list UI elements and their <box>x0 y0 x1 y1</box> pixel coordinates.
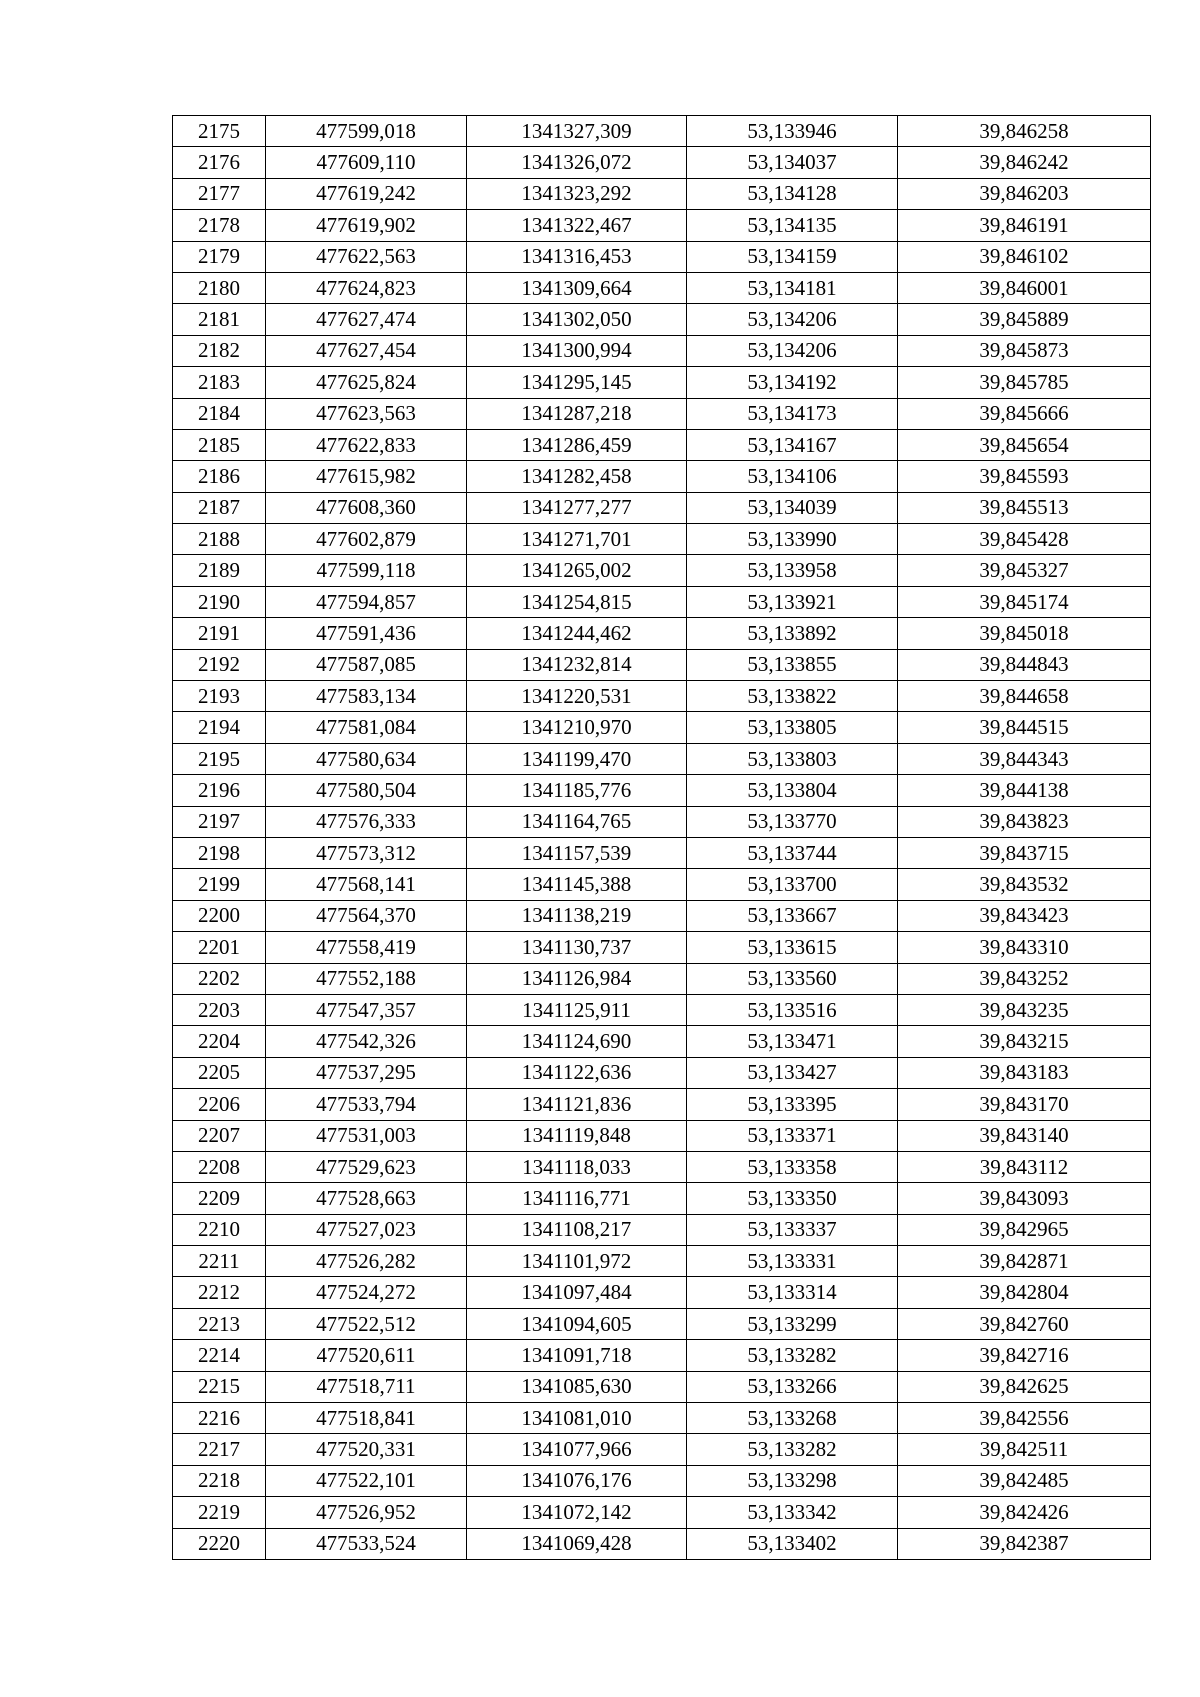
latitude-cell: 53,133427 <box>687 1057 898 1088</box>
y-coordinate-cell: 1341121,836 <box>467 1089 687 1120</box>
table-row <box>173 1497 1151 1528</box>
longitude-cell: 39,843252 <box>898 963 1151 994</box>
x-coordinate-cell: 477622,833 <box>266 429 467 460</box>
latitude-cell: 53,133266 <box>687 1371 898 1402</box>
x-coordinate-cell: 477627,474 <box>266 304 467 335</box>
longitude-cell: 39,843423 <box>898 900 1151 931</box>
point-number-cell: 2200 <box>173 900 266 931</box>
point-number-cell: 2212 <box>173 1277 266 1308</box>
point-number-cell: 2199 <box>173 869 266 900</box>
longitude-cell: 39,842485 <box>898 1465 1151 1496</box>
table-row <box>173 1340 1151 1371</box>
x-coordinate-cell: 477529,623 <box>266 1151 467 1182</box>
y-coordinate-cell: 1341287,218 <box>467 398 687 429</box>
longitude-cell: 39,844138 <box>898 775 1151 806</box>
table-row <box>173 963 1151 994</box>
y-coordinate-cell: 1341077,966 <box>467 1434 687 1465</box>
longitude-cell: 39,844843 <box>898 649 1151 680</box>
point-number-cell: 2189 <box>173 555 266 586</box>
latitude-cell: 53,134128 <box>687 178 898 209</box>
longitude-cell: 39,846242 <box>898 147 1151 178</box>
longitude-cell: 39,842426 <box>898 1497 1151 1528</box>
x-coordinate-cell: 477533,524 <box>266 1528 467 1559</box>
table-row <box>173 649 1151 680</box>
latitude-cell: 53,133299 <box>687 1308 898 1339</box>
y-coordinate-cell: 1341091,718 <box>467 1340 687 1371</box>
y-coordinate-cell: 1341138,219 <box>467 900 687 931</box>
latitude-cell: 53,134192 <box>687 367 898 398</box>
x-coordinate-cell: 477627,454 <box>266 335 467 366</box>
longitude-cell: 39,843235 <box>898 994 1151 1025</box>
latitude-cell: 53,133946 <box>687 116 898 147</box>
longitude-cell: 39,845785 <box>898 367 1151 398</box>
y-coordinate-cell: 1341327,309 <box>467 116 687 147</box>
point-number-cell: 2183 <box>173 367 266 398</box>
y-coordinate-cell: 1341130,737 <box>467 932 687 963</box>
x-coordinate-cell: 477526,282 <box>266 1246 467 1277</box>
x-coordinate-cell: 477526,952 <box>266 1497 467 1528</box>
x-coordinate-cell: 477520,611 <box>266 1340 467 1371</box>
table-row <box>173 1214 1151 1245</box>
latitude-cell: 53,133560 <box>687 963 898 994</box>
longitude-cell: 39,846191 <box>898 210 1151 241</box>
latitude-cell: 53,133990 <box>687 524 898 555</box>
table-row <box>173 1089 1151 1120</box>
latitude-cell: 53,133371 <box>687 1120 898 1151</box>
y-coordinate-cell: 1341254,815 <box>467 586 687 617</box>
table-row <box>173 1308 1151 1339</box>
longitude-cell: 39,842965 <box>898 1214 1151 1245</box>
point-number-cell: 2210 <box>173 1214 266 1245</box>
table-row <box>173 304 1151 335</box>
table-row <box>173 147 1151 178</box>
longitude-cell: 39,842871 <box>898 1246 1151 1277</box>
x-coordinate-cell: 477580,504 <box>266 775 467 806</box>
longitude-cell: 39,843170 <box>898 1089 1151 1120</box>
y-coordinate-cell: 1341164,765 <box>467 806 687 837</box>
x-coordinate-cell: 477518,711 <box>266 1371 467 1402</box>
point-number-cell: 2215 <box>173 1371 266 1402</box>
point-number-cell: 2202 <box>173 963 266 994</box>
point-number-cell: 2201 <box>173 932 266 963</box>
latitude-cell: 53,134037 <box>687 147 898 178</box>
y-coordinate-cell: 1341072,142 <box>467 1497 687 1528</box>
point-number-cell: 2186 <box>173 461 266 492</box>
y-coordinate-cell: 1341108,217 <box>467 1214 687 1245</box>
point-number-cell: 2203 <box>173 994 266 1025</box>
longitude-cell: 39,842760 <box>898 1308 1151 1339</box>
latitude-cell: 53,134167 <box>687 429 898 460</box>
point-number-cell: 2175 <box>173 116 266 147</box>
longitude-cell: 39,843112 <box>898 1151 1151 1182</box>
x-coordinate-cell: 477594,857 <box>266 586 467 617</box>
y-coordinate-cell: 1341126,984 <box>467 963 687 994</box>
table-row <box>173 116 1151 147</box>
point-number-cell: 2184 <box>173 398 266 429</box>
x-coordinate-cell: 477609,110 <box>266 147 467 178</box>
longitude-cell: 39,842716 <box>898 1340 1151 1371</box>
latitude-cell: 53,133314 <box>687 1277 898 1308</box>
table-row <box>173 618 1151 649</box>
point-number-cell: 2181 <box>173 304 266 335</box>
point-number-cell: 2198 <box>173 837 266 868</box>
latitude-cell: 53,133298 <box>687 1465 898 1496</box>
longitude-cell: 39,845428 <box>898 524 1151 555</box>
x-coordinate-cell: 477522,101 <box>266 1465 467 1496</box>
x-coordinate-cell: 477599,118 <box>266 555 467 586</box>
x-coordinate-cell: 477573,312 <box>266 837 467 868</box>
y-coordinate-cell: 1341277,277 <box>467 492 687 523</box>
longitude-cell: 39,843215 <box>898 1026 1151 1057</box>
latitude-cell: 53,133744 <box>687 837 898 868</box>
x-coordinate-cell: 477599,018 <box>266 116 467 147</box>
point-number-cell: 2177 <box>173 178 266 209</box>
table-row <box>173 1026 1151 1057</box>
latitude-cell: 53,133331 <box>687 1246 898 1277</box>
y-coordinate-cell: 1341081,010 <box>467 1403 687 1434</box>
y-coordinate-cell: 1341309,664 <box>467 272 687 303</box>
longitude-cell: 39,846102 <box>898 241 1151 272</box>
table-row <box>173 1465 1151 1496</box>
y-coordinate-cell: 1341265,002 <box>467 555 687 586</box>
latitude-cell: 53,133667 <box>687 900 898 931</box>
table-row <box>173 994 1151 1025</box>
longitude-cell: 39,846258 <box>898 116 1151 147</box>
table-row <box>173 178 1151 209</box>
point-number-cell: 2204 <box>173 1026 266 1057</box>
y-coordinate-cell: 1341085,630 <box>467 1371 687 1402</box>
point-number-cell: 2218 <box>173 1465 266 1496</box>
latitude-cell: 53,133268 <box>687 1403 898 1434</box>
table-row <box>173 492 1151 523</box>
longitude-cell: 39,845873 <box>898 335 1151 366</box>
latitude-cell: 53,133958 <box>687 555 898 586</box>
table-row <box>173 210 1151 241</box>
latitude-cell: 53,133700 <box>687 869 898 900</box>
x-coordinate-cell: 477619,902 <box>266 210 467 241</box>
latitude-cell: 53,133282 <box>687 1434 898 1465</box>
y-coordinate-cell: 1341232,814 <box>467 649 687 680</box>
longitude-cell: 39,845327 <box>898 555 1151 586</box>
x-coordinate-cell: 477581,084 <box>266 712 467 743</box>
table-row <box>173 1151 1151 1182</box>
table-row <box>173 524 1151 555</box>
longitude-cell: 39,843823 <box>898 806 1151 837</box>
latitude-cell: 53,133350 <box>687 1183 898 1214</box>
latitude-cell: 53,133892 <box>687 618 898 649</box>
y-coordinate-cell: 1341326,072 <box>467 147 687 178</box>
table-row <box>173 837 1151 868</box>
latitude-cell: 53,133337 <box>687 1214 898 1245</box>
point-number-cell: 2214 <box>173 1340 266 1371</box>
y-coordinate-cell: 1341101,972 <box>467 1246 687 1277</box>
point-number-cell: 2194 <box>173 712 266 743</box>
y-coordinate-cell: 1341271,701 <box>467 524 687 555</box>
table-row <box>173 429 1151 460</box>
point-number-cell: 2196 <box>173 775 266 806</box>
longitude-cell: 39,844515 <box>898 712 1151 743</box>
latitude-cell: 53,134039 <box>687 492 898 523</box>
x-coordinate-cell: 477524,272 <box>266 1277 467 1308</box>
latitude-cell: 53,133516 <box>687 994 898 1025</box>
longitude-cell: 39,845666 <box>898 398 1151 429</box>
y-coordinate-cell: 1341220,531 <box>467 681 687 712</box>
table-row <box>173 932 1151 963</box>
point-number-cell: 2188 <box>173 524 266 555</box>
latitude-cell: 53,133855 <box>687 649 898 680</box>
latitude-cell: 53,134173 <box>687 398 898 429</box>
latitude-cell: 53,134206 <box>687 304 898 335</box>
coordinates-table <box>172 115 1151 1560</box>
x-coordinate-cell: 477619,242 <box>266 178 467 209</box>
table-row <box>173 367 1151 398</box>
y-coordinate-cell: 1341210,970 <box>467 712 687 743</box>
table-row <box>173 806 1151 837</box>
longitude-cell: 39,845174 <box>898 586 1151 617</box>
x-coordinate-cell: 477568,141 <box>266 869 467 900</box>
latitude-cell: 53,134206 <box>687 335 898 366</box>
y-coordinate-cell: 1341125,911 <box>467 994 687 1025</box>
table-row <box>173 1403 1151 1434</box>
point-number-cell: 2187 <box>173 492 266 523</box>
table-row <box>173 335 1151 366</box>
table-row <box>173 1057 1151 1088</box>
table-row <box>173 1246 1151 1277</box>
point-number-cell: 2208 <box>173 1151 266 1182</box>
x-coordinate-cell: 477531,003 <box>266 1120 467 1151</box>
point-number-cell: 2205 <box>173 1057 266 1088</box>
latitude-cell: 53,134181 <box>687 272 898 303</box>
x-coordinate-cell: 477564,370 <box>266 900 467 931</box>
y-coordinate-cell: 1341124,690 <box>467 1026 687 1057</box>
longitude-cell: 39,845889 <box>898 304 1151 335</box>
longitude-cell: 39,843183 <box>898 1057 1151 1088</box>
x-coordinate-cell: 477583,134 <box>266 681 467 712</box>
table-row <box>173 1183 1151 1214</box>
point-number-cell: 2209 <box>173 1183 266 1214</box>
latitude-cell: 53,133402 <box>687 1528 898 1559</box>
table-row <box>173 555 1151 586</box>
y-coordinate-cell: 1341097,484 <box>467 1277 687 1308</box>
table-row <box>173 461 1151 492</box>
x-coordinate-cell: 477542,326 <box>266 1026 467 1057</box>
latitude-cell: 53,133395 <box>687 1089 898 1120</box>
longitude-cell: 39,842387 <box>898 1528 1151 1559</box>
point-number-cell: 2182 <box>173 335 266 366</box>
point-number-cell: 2193 <box>173 681 266 712</box>
latitude-cell: 53,133803 <box>687 743 898 774</box>
x-coordinate-cell: 477587,085 <box>266 649 467 680</box>
y-coordinate-cell: 1341094,605 <box>467 1308 687 1339</box>
table-row <box>173 1371 1151 1402</box>
table-row <box>173 241 1151 272</box>
x-coordinate-cell: 477547,357 <box>266 994 467 1025</box>
table-row <box>173 900 1151 931</box>
x-coordinate-cell: 477622,563 <box>266 241 467 272</box>
y-coordinate-cell: 1341199,470 <box>467 743 687 774</box>
point-number-cell: 2219 <box>173 1497 266 1528</box>
longitude-cell: 39,842625 <box>898 1371 1151 1402</box>
latitude-cell: 53,133282 <box>687 1340 898 1371</box>
table-row <box>173 743 1151 774</box>
y-coordinate-cell: 1341122,636 <box>467 1057 687 1088</box>
y-coordinate-cell: 1341244,462 <box>467 618 687 649</box>
latitude-cell: 53,133805 <box>687 712 898 743</box>
table-row <box>173 1434 1151 1465</box>
x-coordinate-cell: 477623,563 <box>266 398 467 429</box>
longitude-cell: 39,843532 <box>898 869 1151 900</box>
table-row <box>173 1277 1151 1308</box>
y-coordinate-cell: 1341286,459 <box>467 429 687 460</box>
table-row <box>173 869 1151 900</box>
latitude-cell: 53,133471 <box>687 1026 898 1057</box>
point-number-cell: 2220 <box>173 1528 266 1559</box>
x-coordinate-cell: 477580,634 <box>266 743 467 774</box>
table-row <box>173 1120 1151 1151</box>
point-number-cell: 2179 <box>173 241 266 272</box>
point-number-cell: 2195 <box>173 743 266 774</box>
point-number-cell: 2216 <box>173 1403 266 1434</box>
x-coordinate-cell: 477624,823 <box>266 272 467 303</box>
y-coordinate-cell: 1341323,292 <box>467 178 687 209</box>
table-row <box>173 775 1151 806</box>
y-coordinate-cell: 1341316,453 <box>467 241 687 272</box>
y-coordinate-cell: 1341295,145 <box>467 367 687 398</box>
longitude-cell: 39,845593 <box>898 461 1151 492</box>
y-coordinate-cell: 1341300,994 <box>467 335 687 366</box>
longitude-cell: 39,843093 <box>898 1183 1151 1214</box>
longitude-cell: 39,844343 <box>898 743 1151 774</box>
x-coordinate-cell: 477608,360 <box>266 492 467 523</box>
point-number-cell: 2190 <box>173 586 266 617</box>
point-number-cell: 2197 <box>173 806 266 837</box>
table-row <box>173 712 1151 743</box>
longitude-cell: 39,842511 <box>898 1434 1151 1465</box>
table-row <box>173 1528 1151 1559</box>
latitude-cell: 53,134135 <box>687 210 898 241</box>
x-coordinate-cell: 477558,419 <box>266 932 467 963</box>
x-coordinate-cell: 477615,982 <box>266 461 467 492</box>
y-coordinate-cell: 1341157,539 <box>467 837 687 868</box>
x-coordinate-cell: 477533,794 <box>266 1089 467 1120</box>
y-coordinate-cell: 1341145,388 <box>467 869 687 900</box>
y-coordinate-cell: 1341116,771 <box>467 1183 687 1214</box>
longitude-cell: 39,843140 <box>898 1120 1151 1151</box>
point-number-cell: 2191 <box>173 618 266 649</box>
y-coordinate-cell: 1341302,050 <box>467 304 687 335</box>
point-number-cell: 2176 <box>173 147 266 178</box>
y-coordinate-cell: 1341185,776 <box>467 775 687 806</box>
x-coordinate-cell: 477625,824 <box>266 367 467 398</box>
x-coordinate-cell: 477518,841 <box>266 1403 467 1434</box>
x-coordinate-cell: 477552,188 <box>266 963 467 994</box>
coordinates-table-body <box>173 116 1151 1560</box>
latitude-cell: 53,134159 <box>687 241 898 272</box>
point-number-cell: 2207 <box>173 1120 266 1151</box>
y-coordinate-cell: 1341119,848 <box>467 1120 687 1151</box>
point-number-cell: 2206 <box>173 1089 266 1120</box>
latitude-cell: 53,133770 <box>687 806 898 837</box>
longitude-cell: 39,846203 <box>898 178 1151 209</box>
point-number-cell: 2180 <box>173 272 266 303</box>
y-coordinate-cell: 1341076,176 <box>467 1465 687 1496</box>
point-number-cell: 2192 <box>173 649 266 680</box>
longitude-cell: 39,845018 <box>898 618 1151 649</box>
table-row <box>173 586 1151 617</box>
latitude-cell: 53,133804 <box>687 775 898 806</box>
longitude-cell: 39,842804 <box>898 1277 1151 1308</box>
x-coordinate-cell: 477527,023 <box>266 1214 467 1245</box>
longitude-cell: 39,843715 <box>898 837 1151 868</box>
y-coordinate-cell: 1341069,428 <box>467 1528 687 1559</box>
y-coordinate-cell: 1341322,467 <box>467 210 687 241</box>
longitude-cell: 39,846001 <box>898 272 1151 303</box>
longitude-cell: 39,842556 <box>898 1403 1151 1434</box>
point-number-cell: 2178 <box>173 210 266 241</box>
point-number-cell: 2211 <box>173 1246 266 1277</box>
longitude-cell: 39,845513 <box>898 492 1151 523</box>
longitude-cell: 39,843310 <box>898 932 1151 963</box>
longitude-cell: 39,844658 <box>898 681 1151 712</box>
x-coordinate-cell: 477576,333 <box>266 806 467 837</box>
point-number-cell: 2217 <box>173 1434 266 1465</box>
table-row <box>173 398 1151 429</box>
y-coordinate-cell: 1341282,458 <box>467 461 687 492</box>
latitude-cell: 53,133615 <box>687 932 898 963</box>
latitude-cell: 53,133822 <box>687 681 898 712</box>
point-number-cell: 2213 <box>173 1308 266 1339</box>
y-coordinate-cell: 1341118,033 <box>467 1151 687 1182</box>
x-coordinate-cell: 477591,436 <box>266 618 467 649</box>
x-coordinate-cell: 477522,512 <box>266 1308 467 1339</box>
latitude-cell: 53,134106 <box>687 461 898 492</box>
latitude-cell: 53,133342 <box>687 1497 898 1528</box>
longitude-cell: 39,845654 <box>898 429 1151 460</box>
latitude-cell: 53,133358 <box>687 1151 898 1182</box>
table-row <box>173 272 1151 303</box>
x-coordinate-cell: 477602,879 <box>266 524 467 555</box>
x-coordinate-cell: 477528,663 <box>266 1183 467 1214</box>
x-coordinate-cell: 477537,295 <box>266 1057 467 1088</box>
point-number-cell: 2185 <box>173 429 266 460</box>
latitude-cell: 53,133921 <box>687 586 898 617</box>
table-row <box>173 681 1151 712</box>
x-coordinate-cell: 477520,331 <box>266 1434 467 1465</box>
